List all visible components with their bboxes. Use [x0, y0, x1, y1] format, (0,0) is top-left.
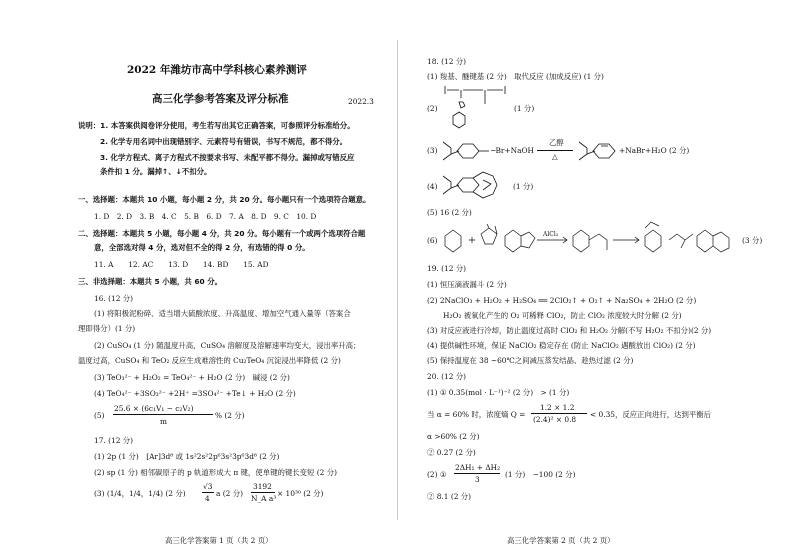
section-1-heading: 一、选择题：本题共 10 小题，每小题 2 分，共 20 分。每小题只有一个选项符合题意。	[78, 195, 371, 204]
q16-part2: (2) CuSO₄ (1 分) 随温度升高，CuSO₄ 溶解度及溶解速率均变大，浸出率升高；	[94, 341, 361, 350]
q16-part1-cont: 理即得分）(1 分)	[78, 324, 136, 333]
q18-part4-score: (1 分)	[513, 182, 534, 191]
q17-part2: (2) sp (1 分) 相邻碳原子的 p 轨道形成大 π 键，使单键的键长变短 (2 分)	[94, 468, 337, 477]
q16-part5-denominator: m	[160, 417, 168, 426]
q16-part5-numerator: 25.6 × (6c₁V₁ − c₂V₂)	[114, 404, 194, 413]
q18-part6-reagent: AlCl₃	[543, 231, 559, 238]
page-two	[397, 0, 794, 558]
fraction-bar	[113, 414, 213, 415]
fraction-bar	[454, 473, 500, 474]
reaction-arrow	[537, 150, 573, 151]
q19-part2: (2) 2NaClO₃ + H₂O₂ + H₂SO₄ ══ 2ClO₂↑ + O₂↑ + Na₂SO₄ + 2H₂O (2 分)	[427, 296, 697, 305]
q19-part2-cont: H₂O₂ 被氧化产生的 O₂ 可稀释 ClO₂，防止 ClO₂ 浓度较大时分解 (2 分)	[443, 311, 682, 320]
page-footer: 高三化学答案第 1 页（共 2 页）	[165, 536, 273, 545]
q20-part1: (1) ① 0.35(mol · L⁻¹)⁻² (2 分) > (1 分)	[427, 388, 570, 397]
section-1-answers: 1. D 2. D 3. B 4. C 5. B 6. D 7. A 8. D 9. C 10. D	[94, 212, 317, 221]
q18-part3-rhs: +NaBr+H₂O (2 分)	[619, 146, 690, 155]
q20-enthalpy-den: 3	[475, 475, 480, 484]
q17-part3-density-den: N_A a³	[251, 494, 277, 503]
q20-quotient-den: (2.4)² × 0.8	[533, 415, 577, 424]
q17-part3-coords: (3) (1/4，1/4，1/4) (2 分)	[94, 489, 186, 498]
answer-sheet-title: 高三化学参考答案及评分标准	[152, 93, 289, 105]
q18-part6-label: (6)	[427, 236, 438, 245]
section-2-heading-cont: 意，全部选对得 4 分，选对但不全的得 2 分，有选错的得 0 分。	[94, 243, 310, 252]
q16-part5-score: % (2 分)	[215, 411, 245, 420]
q19-part3: (3) 对反应液进行冷却，防止温度过高时 ClO₂ 和 H₂O₂ 分解(不写 H₂O₂ 不扣分)(2 分)	[427, 326, 712, 335]
q17-heading: 17. (12 分)	[94, 436, 134, 445]
q16-part2-cont: 温度过高，CuSO₄ 和 TeO₂ 反应生成难溶性的 Cu₂TeO₄ 沉淀浸出率降低 (2 分)	[78, 356, 341, 365]
fraction-bar	[202, 492, 214, 493]
section-2-answers: 11. A 12. AC 13. D 14. BD 15. AD	[94, 260, 269, 269]
cyclohexyl-reactant-figure	[441, 134, 491, 168]
q18-part5: (5) 16 (2 分)	[427, 208, 472, 217]
q16-part1: (1) 将阳极泥粉碎、适当增大硫酸浓度、升高温度、增加空气通入量等（答案合	[94, 309, 351, 318]
q18-part4-label: (4)	[427, 182, 438, 191]
q19-part5: (5) 保持温度在 38 ~60℃之间减压蒸发结晶、趁热过滤 (2 分)	[427, 356, 634, 365]
q18-part2-score: (1 分)	[514, 104, 535, 113]
section-3-heading: 三、非选择题：本题共 5 小题，共 60 分。	[78, 277, 222, 286]
q17-part3-root-den: 4	[205, 494, 210, 503]
synthesis-route-figure	[441, 218, 741, 262]
q18-part3-lhs: ─Br+NaOH	[491, 146, 534, 155]
q20-enthalpy-num: 2ΔH₁ + ΔH₂	[455, 463, 501, 472]
q17-part3-density-num: 3192	[253, 482, 272, 491]
q20-heading: 20. (12 分)	[427, 372, 467, 381]
exam-title: 2022 年潍坊市高中学科核心素养测评	[127, 64, 307, 76]
q17-part1: (1) 2p (1 分) [Ar]3d⁸ 或 1s²2s²2p⁶3s²3p⁶3d⁸ (2 分)	[94, 452, 280, 461]
q19-heading: 19. (12 分)	[427, 264, 467, 273]
q20-part2-label: (2) ①	[427, 470, 447, 479]
page-footer: 高三化学答案第 2 页（共 2 页）	[507, 536, 615, 545]
note-1: 说明：1. 本答案供阅卷评分使用，考生若写出其它正确答案，可参照评分标准给分。	[78, 121, 355, 130]
q20-part1-b: ② 0.27 (2 分)	[427, 448, 476, 457]
exam-date: 2022.3	[348, 97, 374, 106]
polymer-structure-figure	[443, 84, 509, 134]
q16-part5-label: (5)	[94, 411, 105, 420]
q19-part1: (1) 恒压滴液漏斗 (2 分)	[427, 280, 507, 289]
section-2-heading: 二、选择题：本题共 5 小题，每小题 4 分，共 20 分。每小题有一个或两个选项符合题	[78, 229, 366, 238]
q18-part1: (1) 羧基、醚键基 (2 分) 取代反应 (加成反应) (1 分)	[427, 72, 604, 81]
q16-part3: (3) TeO₃²⁻ + H₂O₂ = TeO₄²⁻ + H₂O (2 分) 碱浸 (2 分)	[94, 373, 290, 382]
q20-quotient-tail: < 0.35，反应正向进行，达到平衡后	[590, 410, 712, 419]
q18-part3-condition: △	[552, 152, 558, 161]
q19-part4: (4) 提供碱性环境，保证 NaClO₂ 稳定存在 (防止 NaClO₂ 遇酸放出 ClO₂) (2 分)	[427, 341, 696, 350]
q20-part2-b: ② 8.1 (2 分)	[427, 492, 472, 501]
q20-quotient-num: 1.2 × 1.2	[540, 403, 575, 412]
q17-part3-density: × 10³⁰ (2 分)	[277, 489, 324, 498]
q20-quotient-intro: 当 α = 60% 时，浓度熵 Q =	[427, 410, 526, 419]
q18-part6-score: (3 分)	[742, 236, 763, 245]
q18-part2-label: (2)	[427, 104, 438, 113]
q18-part3-reagent: 乙醇	[549, 138, 564, 147]
note-2: 2. 化学专用名词中出现错别字、元素符号有错误，书写不规范，都不得分。	[100, 137, 348, 146]
q16-heading: 16. (12 分)	[94, 294, 134, 303]
fraction-bar	[251, 492, 275, 493]
q17-part3-distance: a (2 分)	[216, 489, 243, 498]
q18-heading: 18. (12 分)	[427, 57, 467, 66]
fraction-bar	[531, 413, 587, 414]
note-4: 条件扣 1 分。漏掉↑、↓不扣分。	[100, 167, 212, 176]
note-3: 3. 化学方程式、离子方程式不按要求书写、未配平都不得分。漏掉或写错反应	[100, 153, 355, 162]
q16-part4: (4) TeO₄²⁻ +3SO₃²⁻ +2H⁺ =3SO₄²⁻ +Te↓ + H₂O (2 分)	[94, 389, 296, 398]
bicyclic-structure-figure	[441, 168, 507, 204]
q17-part3-root-num: √3	[203, 482, 213, 491]
q18-part3-label: (3)	[427, 146, 438, 155]
q20-conversion: α >60% (2 分)	[427, 432, 480, 441]
q20-enthalpy-score: (1 分) −100 (2 分)	[505, 470, 576, 479]
